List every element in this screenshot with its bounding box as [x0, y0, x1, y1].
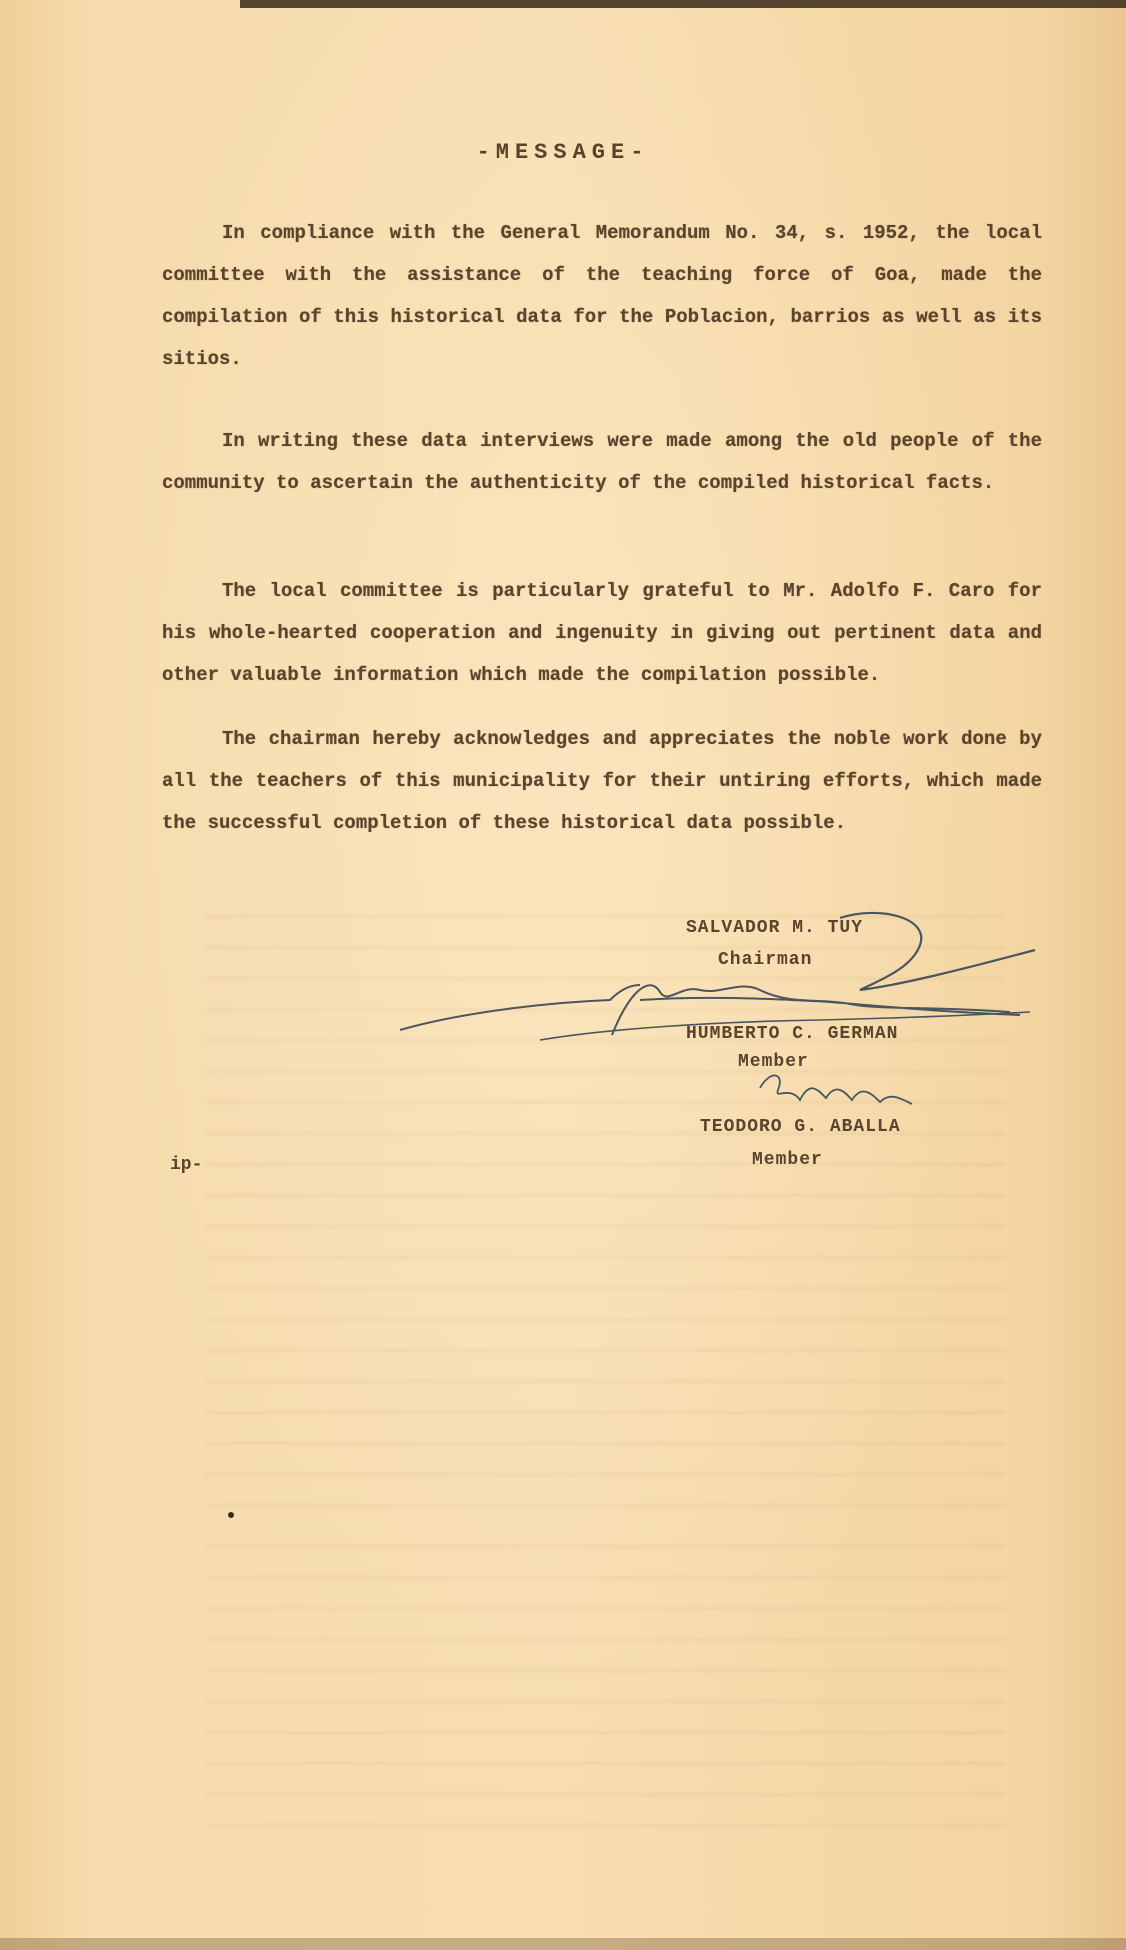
- paragraph-3: The local committee is particularly grateful to Mr. Adolfo F. Caro for his whole-hearted cooperation and ingenuity in giving out pertinent data and other valuable information which made the compilation possible.: [162, 580, 1042, 686]
- member-2-name: TEODORO G. ABALLA: [700, 1117, 901, 1137]
- paragraph-1: In compliance with the General Memorandum No. 34, s. 1952, the local committee with the assistance of the teaching force of Goa, made the compilation of this historical data for the Poblacion, barrios as well as its sitios.: [162, 222, 1042, 370]
- paragraph-2: In writing these data interviews were made among the old people of the community to ascertain the authenticity of the compiled historical facts.: [162, 430, 1042, 494]
- bleed-through-texture-lower: [205, 1545, 1005, 1845]
- document-title: -MESSAGE-: [476, 140, 650, 165]
- typist-initials: ip-: [170, 1155, 203, 1175]
- member-2-role: Member: [752, 1150, 823, 1170]
- member-1-role: Member: [738, 1052, 809, 1072]
- chairman-role: Chairman: [718, 950, 813, 970]
- bleed-through-texture: [205, 915, 1005, 1515]
- top-edge-shadow: [240, 0, 1126, 8]
- chairman-name: SALVADOR M. TUY: [686, 918, 864, 938]
- ink-speck: [228, 1512, 234, 1518]
- bottom-edge-shadow: [0, 1938, 1126, 1950]
- paragraph-4: The chairman hereby acknowledges and appreciates the noble work done by all the teachers of this municipality for their untiring efforts, which made the successful completion of these historical data possible.: [162, 728, 1042, 834]
- member-1-name: HUMBERTO C. GERMAN: [686, 1024, 899, 1044]
